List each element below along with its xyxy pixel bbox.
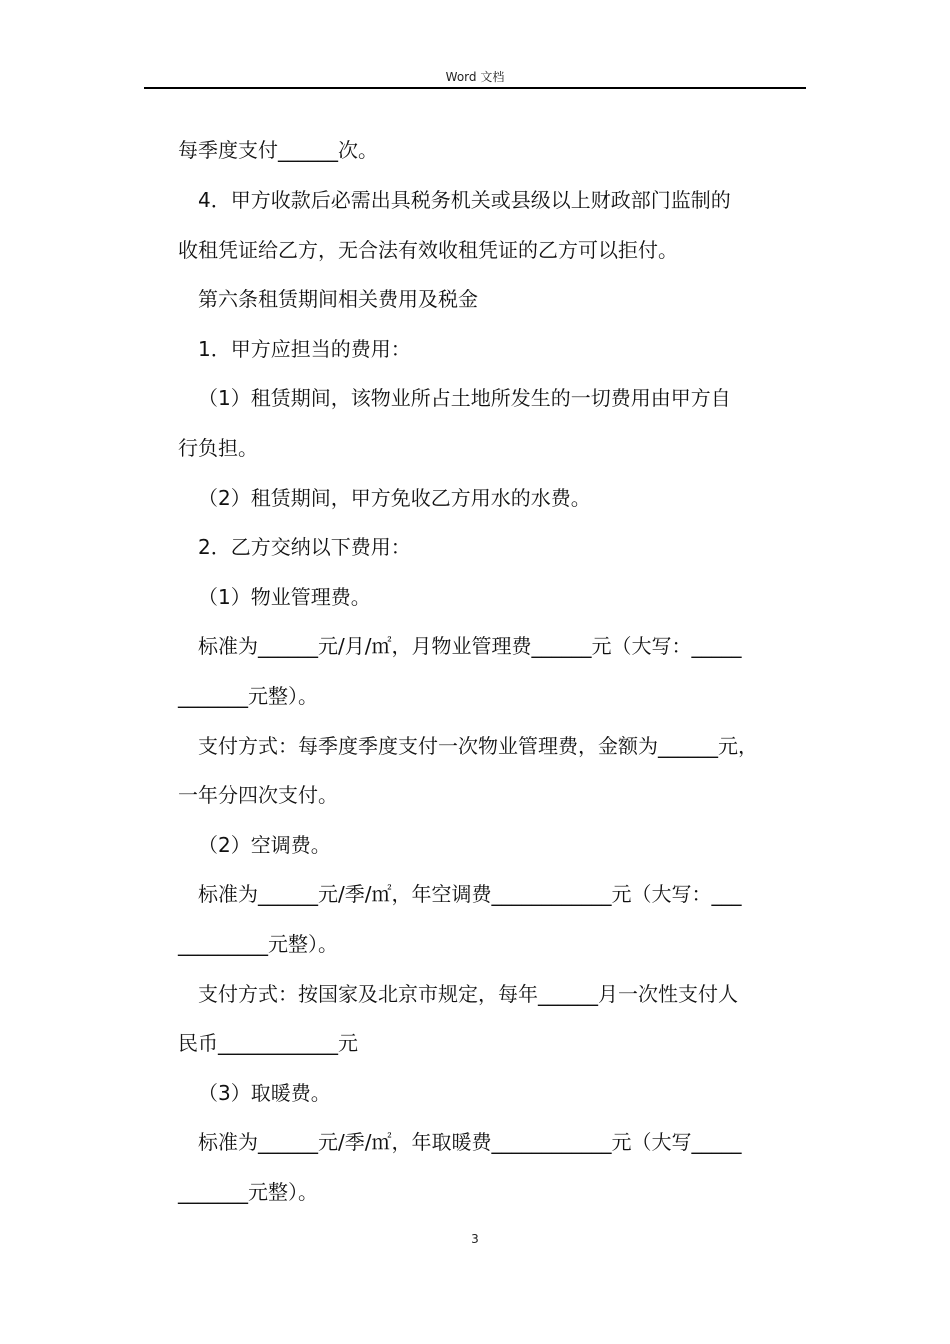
paragraph-line: 每季度支付______次。 bbox=[178, 138, 378, 162]
paragraph-line: （1）租赁期间，该物业所占土地所发生的一切费用由甲方自 bbox=[198, 386, 731, 410]
paragraph-line: 支付方式：按国家及北京市规定，每年______月一次性支付人 bbox=[198, 982, 738, 1006]
paragraph-line: 1．甲方应担当的费用： bbox=[198, 337, 411, 361]
paragraph-line: （2）空调费。 bbox=[198, 833, 331, 857]
paragraph-line: 标准为______元/季/㎡，年空调费____________元（大写：___ bbox=[198, 882, 742, 906]
section-heading: 第六条租赁期间相关费用及税金 bbox=[198, 287, 478, 311]
paragraph-line: 一年分四次支付。 bbox=[178, 783, 338, 807]
paragraph-line: 2．乙方交纳以下费用： bbox=[198, 535, 411, 559]
paragraph-line: 行负担。 bbox=[178, 436, 258, 460]
paragraph-line: 标准为______元/月/㎡，月物业管理费______元（大写：_____ bbox=[198, 634, 742, 658]
paragraph-line: _________元整）。 bbox=[178, 932, 338, 956]
paragraph-line: （2）租赁期间，甲方免收乙方用水的水费。 bbox=[198, 486, 591, 510]
paragraph-line: _______元整）。 bbox=[178, 1180, 318, 1204]
paragraph-line: 民币____________元 bbox=[178, 1031, 358, 1055]
paragraph-line: 收租凭证给乙方，无合法有效收租凭证的乙方可以拒付。 bbox=[178, 238, 678, 262]
paragraph-line: （3）取暖费。 bbox=[198, 1081, 331, 1105]
paragraph-line: _______元整）。 bbox=[178, 684, 318, 708]
paragraph-line: 支付方式：每季度季度支付一次物业管理费，金额为______元， bbox=[198, 734, 758, 758]
page-header: Word 文档 bbox=[445, 70, 505, 84]
paragraph-line: 4．甲方收款后必需出具税务机关或县级以上财政部门监制的 bbox=[198, 188, 731, 212]
paragraph-line: 标准为______元/季/㎡，年取暖费____________元（大写_____ bbox=[198, 1130, 742, 1154]
page-number: 3 bbox=[471, 1232, 479, 1246]
paragraph-line: （1）物业管理费。 bbox=[198, 585, 371, 609]
header-divider bbox=[144, 87, 806, 89]
